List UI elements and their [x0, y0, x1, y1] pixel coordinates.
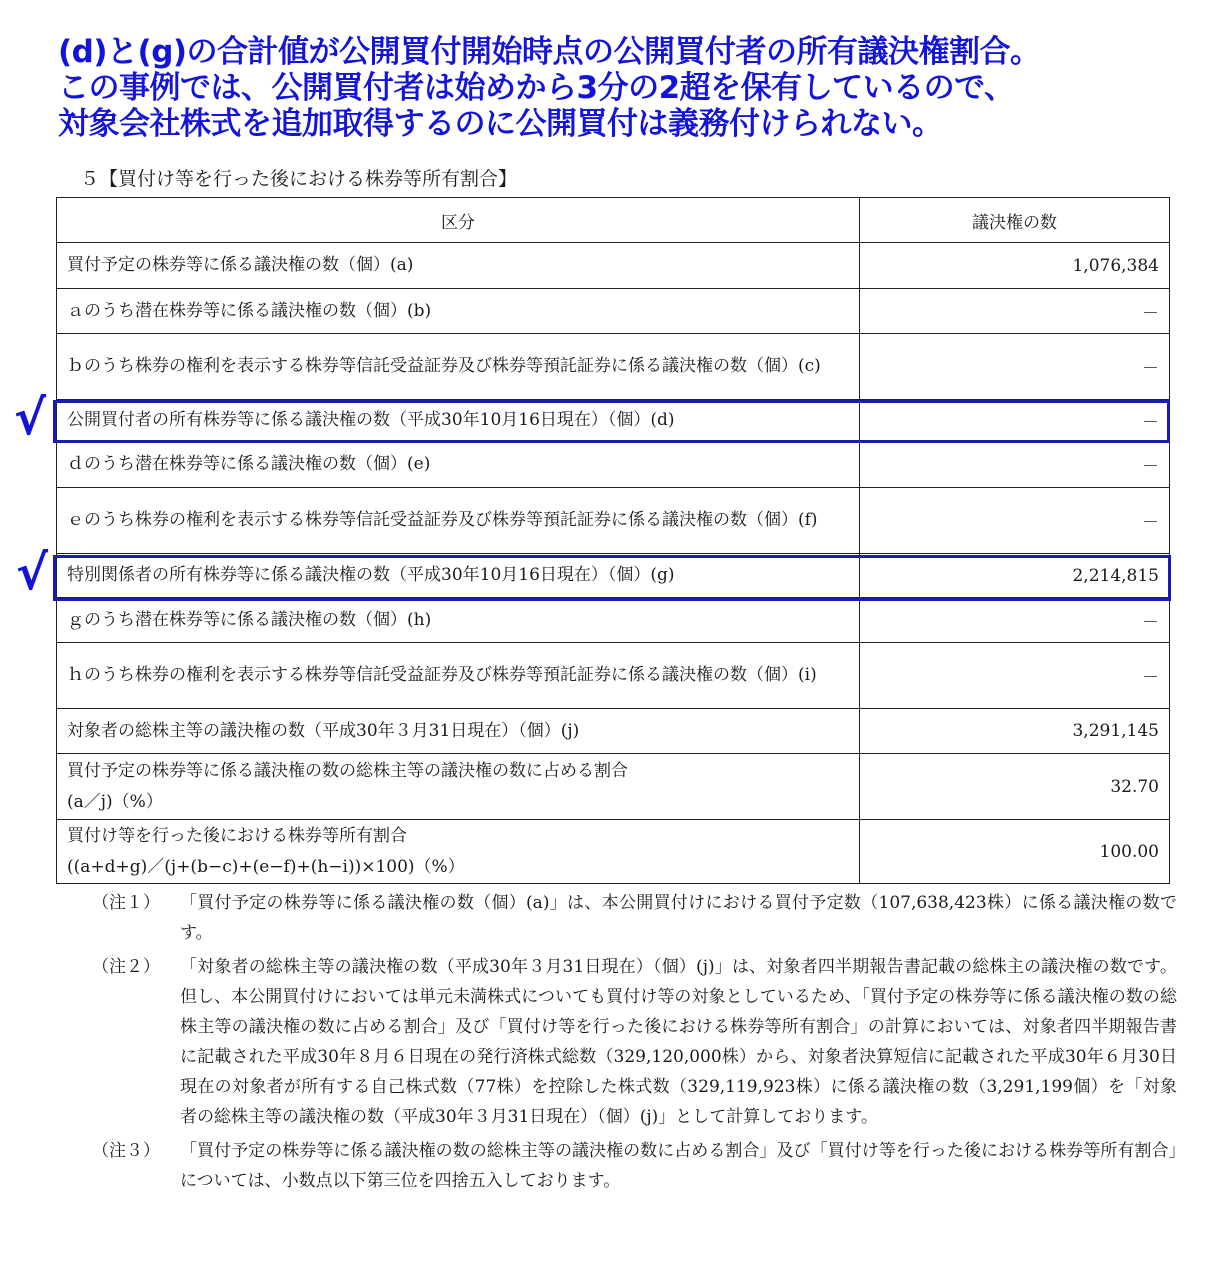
row-label-ownership-ratio: 買付け等を行った後における株券等所有割合 ((a+d+g)／(j+(b−c)+(e−f)+(h−i))×100)（%） [57, 820, 860, 884]
highlight-row-d [53, 400, 1170, 443]
row-label-b: ａのうち潜在株券等に係る議決権の数（個）(b) [57, 289, 860, 334]
table-row [57, 289, 1170, 334]
row-label-c: ｂのうち株券の権利を表示する株券等信託受益証券及び株券等預託証券に係る議決権の数（個）(c) [57, 334, 860, 400]
row-value-i: － [860, 643, 1170, 709]
row-value-a: 1,076,384 [860, 243, 1170, 289]
row-value-h: － [860, 598, 1170, 643]
table-row [57, 754, 1170, 820]
row-label-h: ｇのうち潜在株券等に係る議決権の数（個）(h) [57, 598, 860, 643]
row-label-d: 公開買付者の所有株券等に係る議決権の数（平成30年10月16日現在）（個）(d) [57, 400, 860, 442]
table-row [57, 334, 1170, 400]
table-row [57, 488, 1170, 554]
banner-line: 対象会社株式を追加取得するのに公開買付は義務付けられない。 [58, 106, 943, 142]
row-value-g: 2,214,815 [860, 554, 1170, 598]
row-value-d: － [860, 400, 1170, 442]
footnote-tag: （注３） [92, 1141, 160, 1161]
banner-line: (d)と(g)の合計値が公開買付開始時点の公開買付者の所有議決権割合。 [58, 34, 1041, 70]
row-label-a: 買付予定の株券等に係る議決権の数（個）(a) [57, 243, 860, 289]
row-label-j: 対象者の総株主等の議決権の数（平成30年３月31日現在）（個）(j) [57, 709, 860, 754]
footnote-tag: （注２） [92, 957, 160, 977]
row-label-i: ｈのうち株券の権利を表示する株券等信託受益証券及び株券等預託証券に係る議決権の数（個）(i) [57, 643, 860, 709]
footnote-tag: （注１） [92, 893, 160, 913]
row-label-f: ｅのうち株券の権利を表示する株券等信託受益証券及び株券等預託証券に係る議決権の数（個）(f) [57, 488, 860, 554]
table-row [57, 598, 1170, 643]
row-label-ratio-a-j: 買付予定の株券等に係る議決権の数の総株主等の議決権の数に占める割合 (a／j)（%） [57, 754, 860, 820]
table-header-row [57, 198, 1170, 243]
row-label-e: ｄのうち潜在株券等に係る議決権の数（個）(e) [57, 442, 860, 488]
footnote [92, 1136, 1177, 1196]
row-value-ownership-ratio: 100.00 [860, 820, 1170, 884]
checkmark-icon: √ [16, 545, 49, 601]
footnote-text: 「買付予定の株券等に係る議決権の数の総株主等の議決権の数に占める割合」及び「買付け等を行った後における株券等所有割合」については、小数点以下第三位を四捨五入しております。 [180, 1141, 1177, 1191]
section-title: ５【買付け等を行った後における株券等所有割合】 [80, 168, 518, 190]
footnote-text: 「買付予定の株券等に係る議決権の数（個）(a)」は、本公開買付けにおける買付予定数（107,638,423株）に係る議決権の数です。 [180, 893, 1177, 943]
row-value-f: － [860, 488, 1170, 554]
row-value-e: － [860, 442, 1170, 488]
table-row [57, 820, 1170, 884]
footnote [92, 888, 1177, 948]
checkmark-icon: √ [14, 390, 47, 446]
table-row [57, 243, 1170, 289]
highlight-row-g [53, 555, 1171, 601]
annotation-banner [58, 34, 1208, 142]
row-value-ratio-a-j: 32.70 [860, 754, 1170, 820]
row-value-b: － [860, 289, 1170, 334]
table-row [57, 643, 1170, 709]
row-value-j: 3,291,145 [860, 709, 1170, 754]
table-row [57, 709, 1170, 754]
footnotes [92, 888, 1177, 1196]
banner-line: この事例では、公開買付者は始めから3分の2超を保有しているので、 [58, 70, 1015, 106]
column-header-category: 区分 [57, 198, 860, 243]
row-label-g: 特別関係者の所有株券等に係る議決権の数（平成30年10月16日現在）（個）(g) [57, 554, 860, 598]
row-value-c: － [860, 334, 1170, 400]
table-row [57, 442, 1170, 488]
voting-rights-table [56, 197, 1170, 884]
column-header-votes: 議決権の数 [860, 198, 1170, 243]
footnote [92, 952, 1177, 1132]
footnote-text: 「対象者の総株主等の議決権の数（平成30年３月31日現在）（個）(j)」は、対象者四半期報告書記載の総株主の議決権の数です。但し、本公開買付けにおいては単元未満株式についても買付け等の対象としているため、「買付予定の株券等に係る議決権の数の総株主等の議決権の数に占める割合」及び「買付け等を行った後における株券等所有割合」の計算においては、対象者四半期報告書に記載された平成30年８月６日現在の発行済株式総数（329,120,000株）から、対象者決算短信に記載された平成30年６月30日現在の対象者が所有する自己株式数（77株）を控除した株式数（329,119,923株）に係る議決権の数（3,291,199個）を「対象者の総株主等の議決権の数（平成30年３月31日現在）（個）(j)」として計算しております。 [180, 957, 1177, 1127]
